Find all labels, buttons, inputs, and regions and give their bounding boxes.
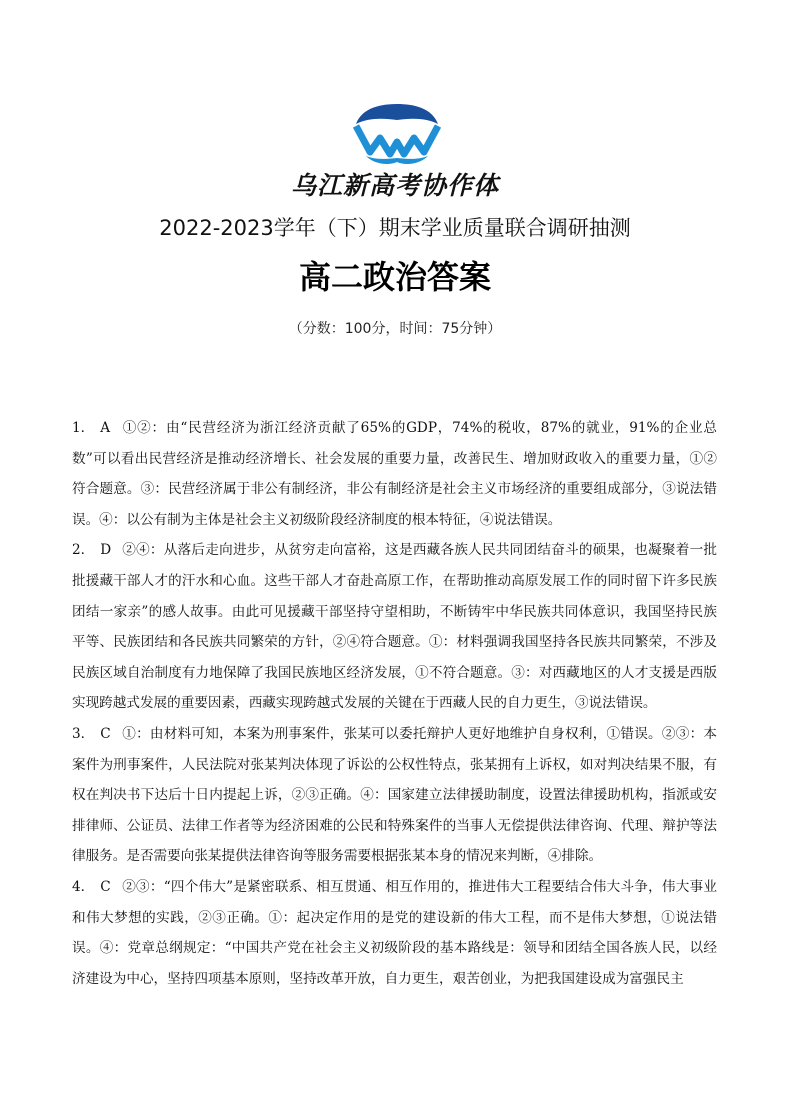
exam-meta: （分数：100分，时间：75分钟） xyxy=(288,321,502,337)
question-number: 3． C xyxy=(72,725,111,742)
brand-name: 乌江新高考协作体 xyxy=(290,171,499,200)
answer-item xyxy=(72,413,717,535)
question-number: 2． D xyxy=(72,542,112,559)
exam-title: 2022-2023学年（下）期末学业质量联合调研抽测 xyxy=(159,216,631,240)
answer-list xyxy=(72,413,717,994)
answer-explanation: ②④：从落后走向进步，从贫穷走向富裕，这是西藏各族人民共同团结奋斗的硕果，也凝聚着一批批援藏干部人才的汗水和心血。这些干部人才奋赴高原工作，在帮助推动高原发展工作的同时留下许多民族团结一家亲”的感人故事。由此可见援藏干部坚持守望相助，不断铸牢中华民族共同体意识，我国坚持民族平等、民族团结和各民族共同繁荣的方针，②④符合题意。①：材料强调我国坚持各民族共同繁荣，不涉及民族区域自治制度有力地保障了我国民族地区经济发展，①不符合题意。③：对西藏地区的人才支援是西版实现跨越式发展的重要因素，西藏实现跨越式发展的关键在于西藏人民的自力更生，③说法错误。 xyxy=(72,542,717,712)
question-number: 4． C xyxy=(72,878,111,895)
logo-icon xyxy=(352,104,442,166)
answer-choice: A xyxy=(100,420,111,436)
answer-choice: D xyxy=(100,542,112,559)
answer-item xyxy=(72,872,717,994)
answer-item xyxy=(72,535,717,719)
answer-item xyxy=(72,719,717,872)
document-title: 高二政治答案 xyxy=(298,258,491,296)
answer-choice: C xyxy=(100,725,111,742)
question-number: 1． A xyxy=(72,420,111,436)
answer-explanation: ①②：由“民营经济为浙江经济贡献了65%的GDP，74%的税收，87%的就业，91%的企业总数”可以看出民营经济是推动经济增长、社会发展的重要力量，改善民生、增加财政收入的重要力量，①②符合题意。③：民营经济属于非公有制经济，非公有制经济是社会主义市场经济的重要组成部分，③说法错误。④：以公有制为主体是社会主义初级阶段经济制度的根本特征，④说法错误。 xyxy=(72,420,717,528)
answer-explanation: ①：由材料可知，本案为刑事案件，张某可以委托辩护人更好地维护自身权利，①错误。②③：本案件为刑事案件，人民法院对张某判决体现了诉讼的公权性特点，张某拥有上诉权，如对判决结果不服，有权在判决书下达后十日内提起上诉，②③正确。④：国家建立法律援助制度，设置法律援助机构，指派或安排律师、公证员、法律工作者等为经济困难的公民和特殊案件的当事人无偿提供法律咨询、代理、辩护等法律服务。是否需要向张某提供法律咨询等服务需要根据张某本身的情况来判断，④排除。 xyxy=(72,725,717,865)
answer-explanation: ②③：“四个伟大”是紧密联系、相互贯通、相互作用的，推进伟大工程要结合伟大斗争，伟大事业和伟大梦想的实践，②③正确。①：起决定作用的是党的建设新的伟大工程，而不是伟大梦想，①说法错误。④：党章总纲规定：“中国共产党在社会主义初级阶段的基本路线是：领导和团结全国各族人民，以经济建设为中心，坚持四项基本原则，坚持改革开放，自力更生，艰苦创业，为把我国建设成为富强民主 xyxy=(72,878,717,987)
answer-choice: C xyxy=(100,878,111,895)
